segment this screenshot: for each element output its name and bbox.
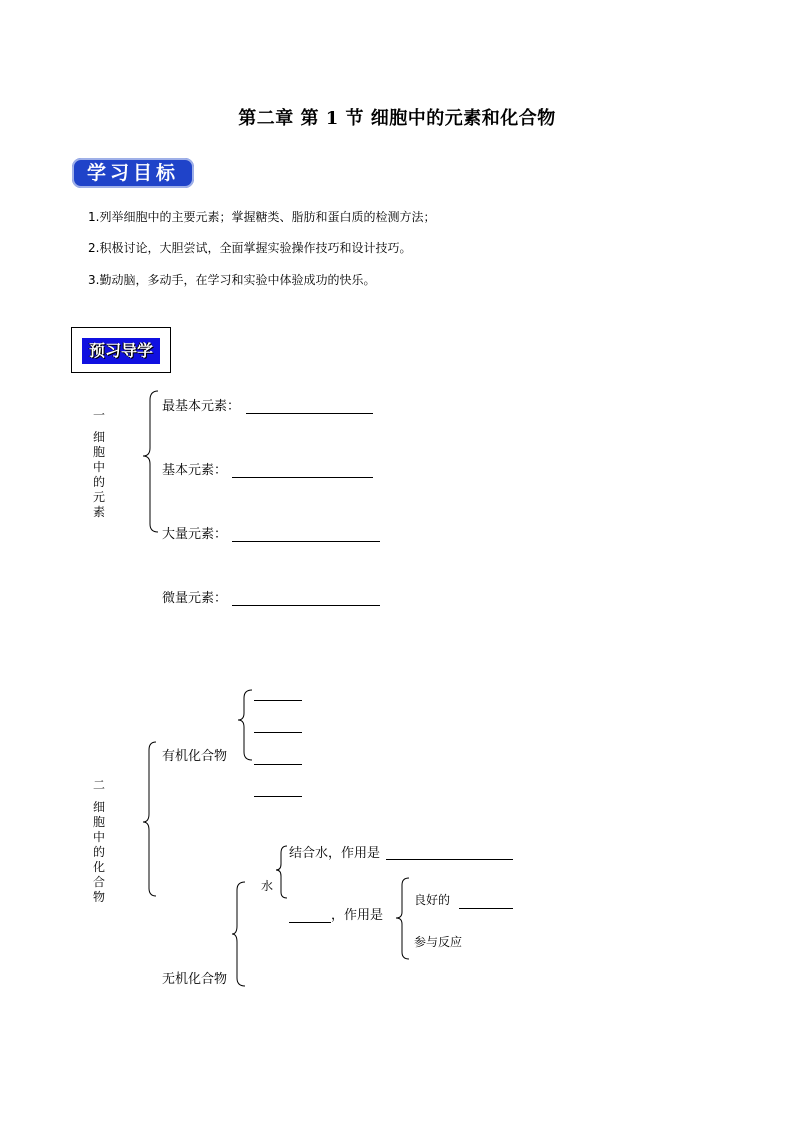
learning-goals-badge: 学习目标 bbox=[72, 158, 194, 188]
preview-badge: 预习导学 bbox=[82, 338, 160, 364]
organic-compound-label: 有机化合物 bbox=[162, 749, 228, 764]
good-solvent-label: 良好的 bbox=[414, 893, 451, 907]
organic-blank-2[interactable] bbox=[254, 732, 302, 733]
section2-heading: 细胞中的化合物 bbox=[92, 800, 105, 904]
section1-number: 一 bbox=[92, 408, 105, 422]
bound-water-blank[interactable] bbox=[386, 859, 513, 860]
major-element-label: 大量元素： bbox=[162, 527, 228, 542]
water-label: 水 bbox=[261, 879, 274, 893]
free-water-blank[interactable] bbox=[289, 922, 331, 923]
good-solvent-blank[interactable] bbox=[459, 908, 513, 909]
water-bracket bbox=[276, 846, 287, 898]
organic-blank-3[interactable] bbox=[254, 764, 302, 765]
section2-number: 二 bbox=[92, 778, 105, 792]
section2-bracket bbox=[143, 742, 156, 896]
objective-3: 3.勤动脑，多动手，在学习和实验中体验成功的快乐。 bbox=[88, 273, 376, 287]
inorganic-compound-label: 无机化合物 bbox=[162, 972, 228, 987]
objective-1: 1.列举细胞中的主要元素；掌握糖类、脂肪和蛋白质的检测方法； bbox=[88, 210, 436, 224]
section1-bracket bbox=[143, 391, 158, 532]
section1-heading: 细胞中的元素 bbox=[92, 430, 105, 519]
organic-blank-4[interactable] bbox=[254, 796, 302, 797]
most-basic-element-label: 最基本元素： bbox=[162, 399, 241, 414]
basic-element-blank[interactable] bbox=[232, 477, 373, 478]
basic-element-label: 基本元素： bbox=[162, 463, 228, 478]
free-water-role-label: ，作用是 bbox=[331, 908, 384, 923]
objective-2: 2.积极讨论，大胆尝试，全面掌握实验操作技巧和设计技巧。 bbox=[88, 241, 412, 255]
bound-water-label: 结合水，作用是 bbox=[289, 846, 381, 861]
most-basic-element-blank[interactable] bbox=[246, 413, 373, 414]
organic-blank-1[interactable] bbox=[254, 700, 302, 701]
organic-bracket bbox=[238, 690, 252, 760]
inorganic-bracket bbox=[232, 882, 245, 986]
trace-element-label: 微量元素： bbox=[162, 591, 228, 606]
trace-element-blank[interactable] bbox=[232, 605, 380, 606]
page-title: 第二章 第 1 节 细胞中的元素和化合物 bbox=[238, 108, 556, 129]
free-water-bracket bbox=[396, 878, 409, 959]
reaction-label: 参与反应 bbox=[414, 935, 463, 949]
major-element-blank[interactable] bbox=[232, 541, 380, 542]
